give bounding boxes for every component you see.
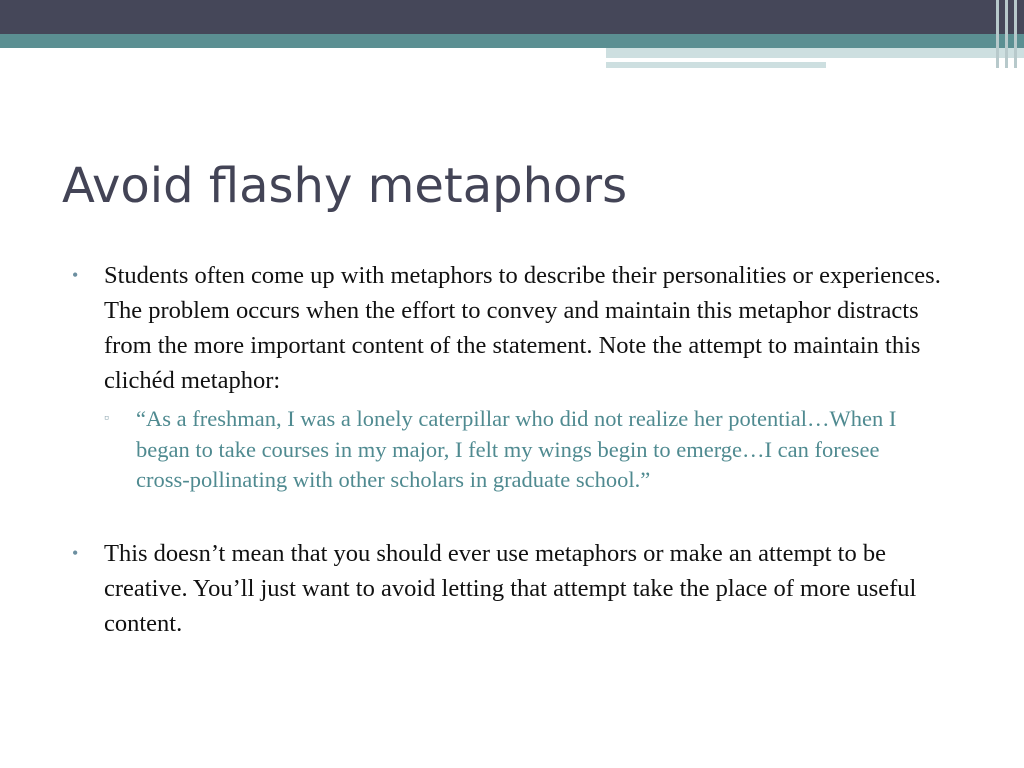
- sub-bullet-item: [104, 404, 936, 496]
- square-bullet-icon: ▫: [104, 411, 109, 426]
- bullet-text: This doesn’t mean that you should ever use metaphors or make an attempt to be creative. You’ll just want to avoid letting that attempt take the place of more useful content.: [104, 539, 917, 637]
- bullet-item: [72, 258, 962, 496]
- sub-bullet-list: [104, 404, 962, 496]
- accent-line-lower: [606, 62, 826, 68]
- bullet-dot-icon: •: [72, 542, 79, 563]
- slide-title: Avoid flashy metaphors: [62, 158, 628, 214]
- accent-band: [0, 34, 1024, 48]
- bullet-item: [72, 536, 962, 641]
- bullet-text: Students often come up with metaphors to describe their personalities or experiences. The problem occurs when the effort to convey and maintain this metaphor distracts from the more important content of the statement. Note the attempt to maintain this clichéd metaphor:: [104, 262, 941, 394]
- accent-stripe: [1014, 0, 1017, 68]
- accent-stripe: [1005, 0, 1008, 68]
- bullet-dot-icon: •: [72, 265, 79, 285]
- header-bar: [0, 0, 1024, 34]
- bullet-list: [72, 258, 962, 641]
- accent-line-upper: [606, 48, 1024, 58]
- accent-stripe: [996, 0, 999, 68]
- quote-text: “As a freshman, I was a lonely caterpillar who did not realize her potential…When I began to take courses in my major, I felt my wings begin to emerge…I can foresee cross-pollinating with other scholars in graduate school.”: [136, 406, 897, 492]
